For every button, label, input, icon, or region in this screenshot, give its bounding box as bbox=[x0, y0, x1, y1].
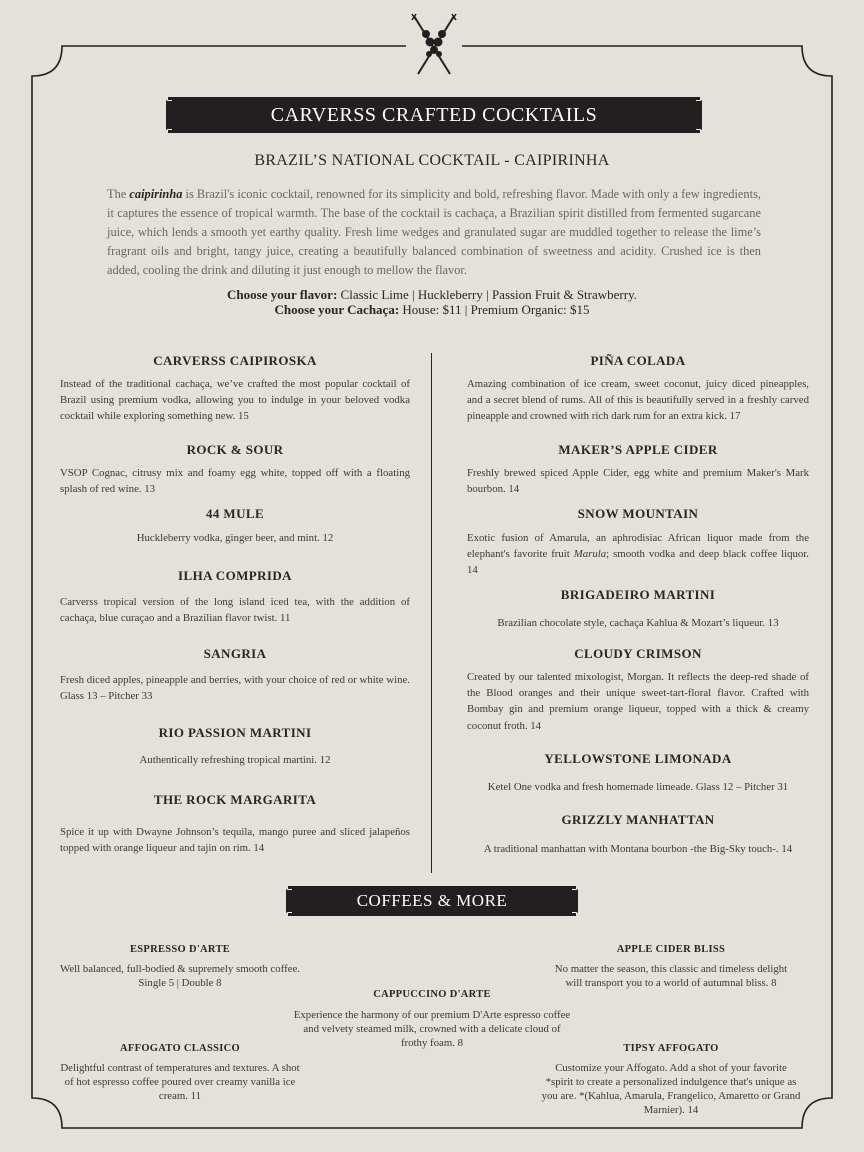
item-desc: Amazing combination of ice cream, sweet coconut, juicy diced pineapples, and a secret blend of rums. All of this is beautifully served in a freshly carved pineapple and crowned with rich dark rum for an extra kick. 17 bbox=[467, 378, 809, 423]
item-title: SANGRIA bbox=[203, 646, 267, 661]
coffee-title: CAPPUCCINO D'ARTE bbox=[373, 989, 491, 1000]
flavor-options: Classic Lime | Huckleberry | Passion Fruit & Strawberry. bbox=[340, 287, 637, 302]
coffee-title: APPLE CIDER BLISS bbox=[616, 944, 726, 955]
coffee-banner-title: COFFEES & MORE bbox=[288, 886, 576, 916]
item-title: ROCK & SOUR bbox=[186, 442, 284, 457]
cachaca-label: Choose your Cachaça: bbox=[274, 302, 400, 317]
item-desc: Created by our talented mixologist, Morgan. It reflects the deep-red shade of the Blood oranges and their unique sweet-tart-floral flavor. Crafted with Bombay gin and premium orange liqueur, topped with a thick & creamy coconut froth. 14 bbox=[467, 671, 809, 732]
coffee-desc: No matter the season, this classic and timeless delight will transport you to a world of autumnal bliss. 8 bbox=[554, 963, 788, 989]
item-title: BRIGADEIRO MARTINI bbox=[560, 587, 716, 602]
item-title: THE ROCK MARGARITA bbox=[153, 792, 317, 807]
item-desc: Ketel One vodka and fresh homemade limeade. Glass 12 – Pitcher 31 bbox=[487, 781, 789, 793]
item-title: 44 MULE bbox=[205, 506, 265, 521]
choose-flavor bbox=[0, 287, 864, 303]
intro-paragraph bbox=[107, 185, 761, 280]
item-desc: A traditional manhattan with Montana bourbon -the Big-Sky touch-. 14 bbox=[483, 843, 793, 855]
item-desc bbox=[467, 530, 809, 579]
coffee-desc: Delightful contrast of temperatures and textures. A shot of hot espresso coffee poured over creamy vanilla ice cream. 11 bbox=[60, 1062, 300, 1102]
flavor-label: Choose your flavor: bbox=[227, 287, 338, 302]
desc-part: ; smooth vodka and deep black coffee liquor. 14 bbox=[467, 548, 809, 577]
item-desc: Brazilian chocolate style, cachaça Kahlua & Mozart’s liqueur. 13 bbox=[497, 617, 779, 629]
cachaca-options: House: $11 | Premium Organic: $15 bbox=[402, 302, 590, 317]
item-desc: Fresh diced apples, pineapple and berries, with your choice of red or white wine. Glass 13 – Pitcher 33 bbox=[60, 674, 410, 703]
item-desc: Carverss tropical version of the long island iced tea, with the addition of cachaça, blue curaçao and a Brazilian flavor twist. 11 bbox=[60, 596, 410, 625]
intro-caipirinha: caipirinha bbox=[129, 187, 183, 201]
intro-body: is Brazil's iconic cocktail, renowned for its simplicity and bold, refreshing flavor. Made with only a few ingredients, it captures the essence of tropical warmth. The base of the cocktail is cachaça, a Brazilian spirit distilled from fermented sugarcane juice, which lends a smooth yet earthy quality. Fresh lime wedges and granulated sugar are muddled together to release the lime’s fragrant oils and bright, tangy juice, creating a beautifully balanced combination of sweetness and acidity. Crushed ice is then added, cooling the drink and diluting it just enough to mellow the flavor. bbox=[107, 187, 761, 277]
main-banner-title: CARVERSS CRAFTED COCKTAILS bbox=[168, 97, 700, 133]
item-desc: Huckleberry vodka, ginger beer, and mint. 12 bbox=[136, 532, 334, 544]
desc-part: Exotic fusion of Amarula, an aphrodisiac African liquor made from the elephant's favorite fruit bbox=[467, 532, 809, 561]
item-desc: VSOP Cognac, citrusy mix and foamy egg white, topped off with a floating splash of red wine. 13 bbox=[60, 467, 410, 496]
item-title: CARVERSS CAIPIROSKA bbox=[153, 353, 317, 368]
item-title: CLOUDY CRIMSON bbox=[574, 646, 702, 661]
intro-the: The bbox=[107, 187, 127, 201]
coffee-desc: Customize your Affogato. Add a shot of your favorite *spirit to create a personalized indulgence that's unique as you are. *(Kahlua, Amarula, Frangelico, Amaretto or Grand Marnier). 14 bbox=[541, 1062, 801, 1116]
coffee-desc: Experience the harmony of our premium D'Arte espresso coffee and velvety steamed milk, crowned with a delicate cloud of frothy foam. 8 bbox=[293, 1009, 571, 1049]
item-desc: Authentically refreshing tropical martini. 12 bbox=[139, 754, 331, 766]
desc-emphasis: Marula bbox=[573, 548, 607, 561]
item-title: ILHA COMPRIDA bbox=[178, 568, 292, 583]
coffee-title: AFFOGATO CLASSICO bbox=[120, 1043, 240, 1054]
coffee-desc: Well balanced, full-bodied & supremely smooth coffee. Single 5 | Double 8 bbox=[60, 963, 300, 989]
item-title: RIO PASSION MARTINI bbox=[158, 725, 312, 740]
column-divider bbox=[431, 353, 432, 873]
item-title: YELLOWSTONE LIMONADA bbox=[544, 751, 732, 766]
skewer-logo-icon bbox=[406, 12, 462, 80]
item-desc: Spice it up with Dwayne Johnson’s tequila, mango puree and sliced jalapeños topped with orange liqueur and tajin on rim. 14 bbox=[60, 826, 410, 855]
item-desc: Instead of the traditional cachaça, we’ve crafted the most popular cocktail of Brazil using premium vodka, allowing you to indulge in your beloved vodka cocktail while exploring something new. 15 bbox=[60, 378, 410, 423]
choose-cachaca bbox=[0, 302, 864, 318]
item-desc: Freshly brewed spiced Apple Cider, egg white and premium Maker's Mark bourbon. 14 bbox=[467, 467, 809, 496]
intro-title: BRAZIL’S NATIONAL COCKTAIL - CAIPIRINHA bbox=[254, 152, 610, 169]
item-title: SNOW MOUNTAIN bbox=[577, 506, 699, 521]
coffee-title: ESPRESSO D'ARTE bbox=[129, 944, 231, 955]
item-title: MAKER’S APPLE CIDER bbox=[558, 442, 718, 457]
item-title: GRIZZLY MANHATTAN bbox=[561, 812, 715, 827]
coffee-title: TIPSY AFFOGATO bbox=[623, 1043, 719, 1054]
item-title: PIÑA COLADA bbox=[590, 353, 686, 368]
